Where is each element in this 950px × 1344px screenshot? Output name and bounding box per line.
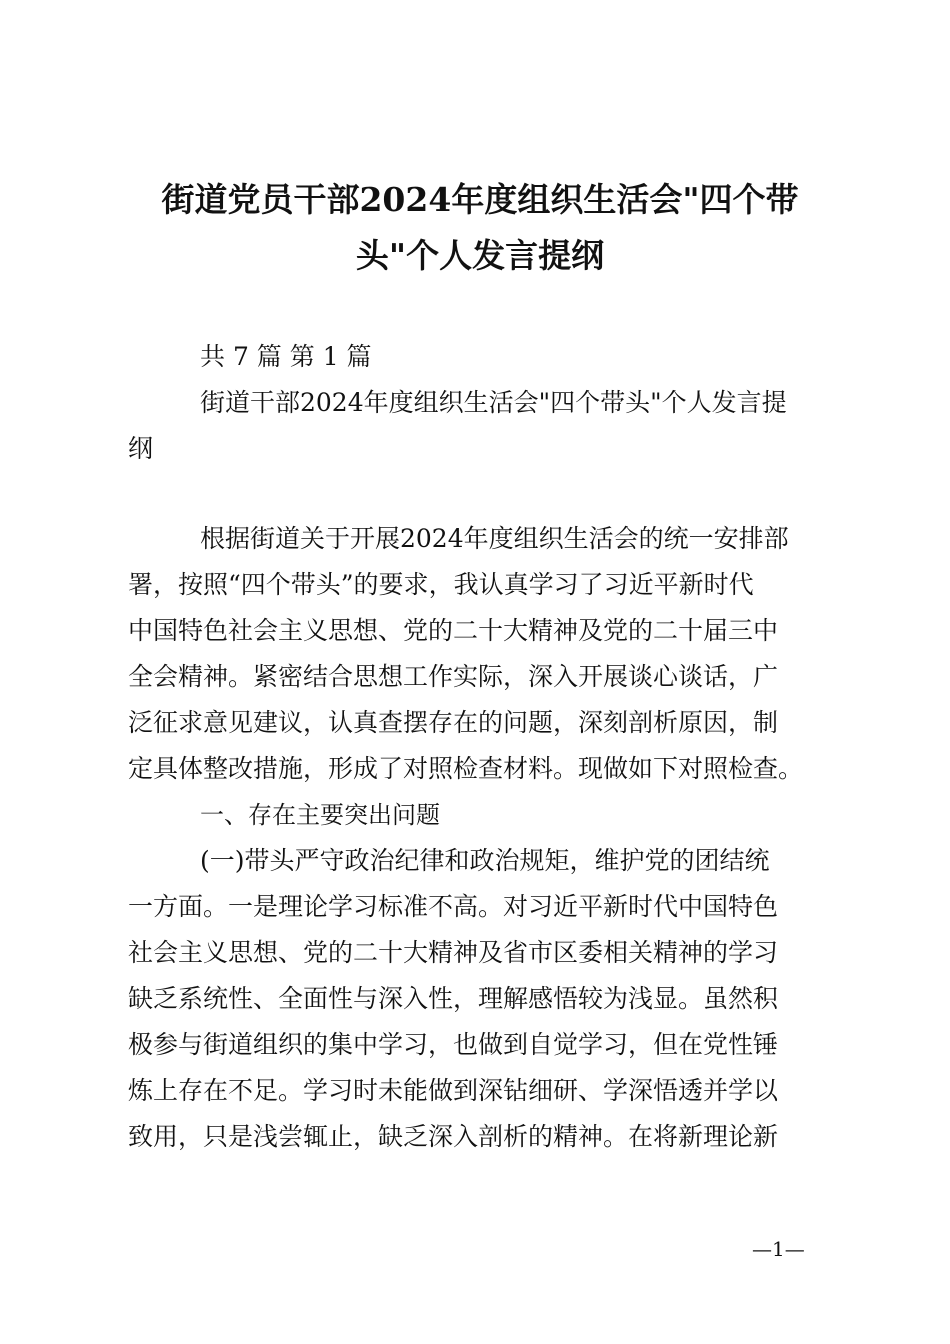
section1-line: (一)带头严守政治纪律和政治规矩，维护党的团结统 [200, 846, 770, 875]
section1-line: 炼上存在不足。学习时未能做到深钻细研、学深悟透并学以 [128, 1076, 779, 1105]
page-number: —1— [752, 1237, 805, 1261]
section1-line: 致用，只是浅尝辄止，缺乏深入剖析的精神。在将新理论新 [128, 1122, 779, 1151]
title-line-2: 头"个人发言提纲 [355, 236, 605, 275]
title-line-1: 街道党员干部2024年度组织生活会"四个带 [161, 180, 799, 219]
section1-line: 缺乏系统性、全面性与深入性，理解感悟较为浅显。虽然积 [128, 984, 779, 1013]
subtitle-line-1: 街道干部2024年度组织生活会"四个带头"个人发言提 [200, 388, 787, 417]
intro-line: 署，按照“四个带头”的要求，我认真学习了习近平新时代 [128, 570, 754, 599]
section1-line: 极参与街道组织的集中学习，也做到自觉学习，但在党性锤 [128, 1030, 779, 1059]
section-heading: 一、存在主要突出问题 [200, 801, 440, 829]
meta-line: 共 7 篇 第 1 篇 [200, 342, 372, 371]
section1-line: 一方面。一是理论学习标准不高。对习近平新时代中国特色 [128, 892, 779, 921]
intro-line: 中国特色社会主义思想、党的二十大精神及党的二十届三中 [128, 616, 779, 645]
document-title [128, 172, 832, 284]
intro-line: 全会精神。紧密结合思想工作实际，深入开展谈心谈话，广 [128, 662, 779, 691]
intro-line: 泛征求意见建议，认真查摆存在的问题，深刻剖析原因，制 [128, 708, 779, 737]
section-heading-block [128, 792, 838, 838]
meta-block [128, 334, 838, 472]
intro-line: 根据街道关于开展2024年度组织生活会的统一安排部 [200, 524, 789, 553]
section1-paragraph [128, 838, 838, 1160]
subtitle-line-2: 纲 [128, 434, 154, 463]
section1-line: 社会主义思想、党的二十大精神及省市区委相关精神的学习 [128, 938, 779, 967]
intro-line: 定具体整改措施，形成了对照检查材料。现做如下对照检查。 [128, 754, 804, 783]
intro-paragraph [128, 516, 838, 792]
